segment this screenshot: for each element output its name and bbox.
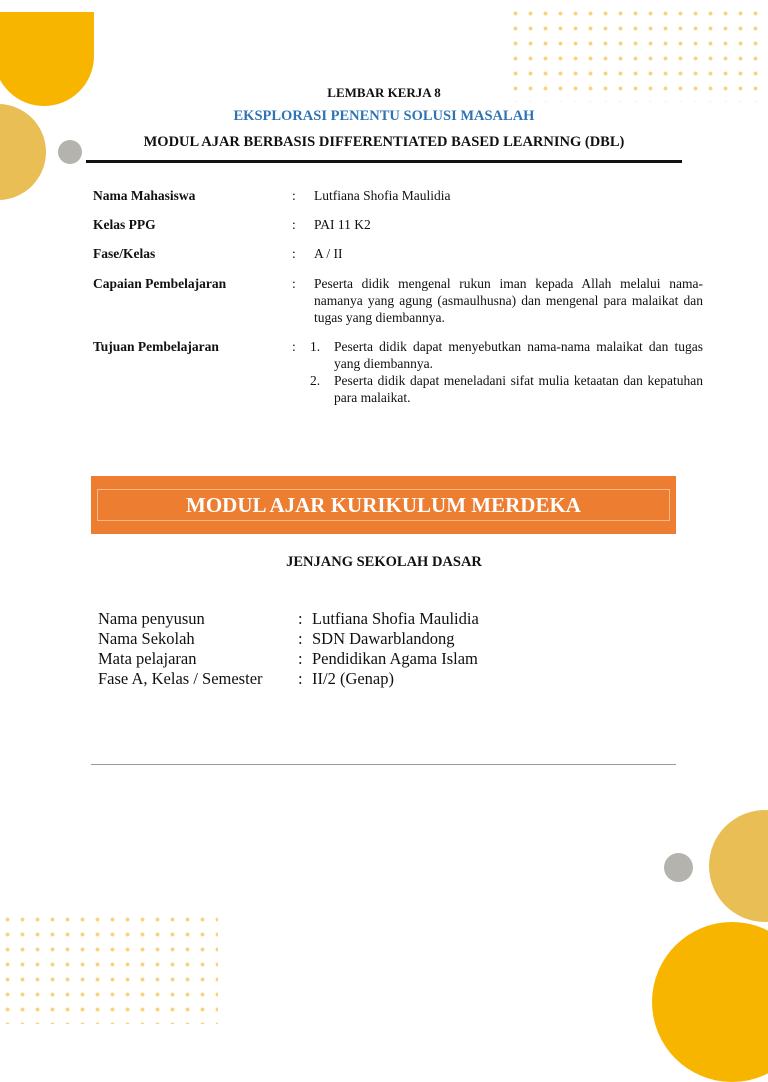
detail-value: SDN Dawarblandong	[312, 629, 455, 648]
deco-dot-pattern-bottom-left	[0, 912, 218, 1024]
colon: :	[292, 217, 296, 232]
nama-mahasiswa-label: Nama Mahasiswa	[93, 188, 196, 203]
footer-divider	[91, 764, 676, 765]
fase-kelas-label: Fase/Kelas	[93, 246, 156, 261]
detail-label: Nama Sekolah	[98, 629, 195, 648]
colon: :	[298, 609, 303, 628]
tujuan-item-text: Peserta didik dapat menyebutkan nama-nama malaikat dan tugas yang diembannya.	[334, 339, 703, 371]
tujuan-pembelajaran-label: Tujuan Pembelajaran	[93, 339, 219, 354]
worksheet-title: LEMBAR KERJA 8	[327, 85, 441, 100]
detail-label: Nama penyusun	[98, 609, 205, 628]
colon: :	[292, 339, 296, 354]
module-heading: MODUL AJAR BERBASIS DIFFERENTIATED BASED LEARNING (DBL)	[143, 134, 625, 150]
school-level-heading: JENJANG SEKOLAH DASAR	[286, 554, 482, 570]
module-banner	[91, 476, 676, 534]
tujuan-item-number: 2.	[310, 373, 321, 388]
kelas-ppg-value: PAI 11 K2	[314, 217, 371, 232]
deco-gold-circle-bottom-right	[709, 810, 768, 922]
nama-mahasiswa-value: Lutfiana Shofia Maulidia	[314, 188, 451, 203]
detail-value: II/2 (Genap)	[312, 669, 395, 688]
deco-yellow-blob-bottom-right	[652, 922, 768, 1082]
detail-value: Pendidikan Agama Islam	[312, 649, 478, 668]
colon: :	[298, 669, 303, 688]
detail-label: Fase A, Kelas / Semester	[98, 669, 263, 688]
header-divider	[86, 160, 682, 163]
colon: :	[292, 188, 296, 203]
worksheet-subtitle: EKSPLORASI PENENTU SOLUSI MASALAH	[233, 108, 535, 124]
fase-kelas-value: A / II	[314, 246, 343, 261]
deco-gray-dot-bottom-right	[664, 853, 693, 882]
colon: :	[298, 629, 303, 648]
detail-label: Mata pelajaran	[98, 649, 197, 668]
colon: :	[298, 649, 303, 668]
colon: :	[292, 276, 296, 291]
capaian-pembelajaran-label: Capaian Pembelajaran	[93, 276, 227, 291]
capaian-pembelajaran-value: Peserta didik mengenal rukun iman kepada Allah melalui nama-namanya yang agung (asmaulhusna) dan mengenal para malaikat dan tugas yang diembannya.	[314, 276, 703, 325]
colon: :	[292, 246, 296, 261]
tujuan-item-text: Peserta didik dapat meneladani sifat mulia ketaatan dan kepatuhan para malaikat.	[334, 373, 703, 405]
tujuan-item-number: 1.	[310, 339, 321, 354]
kelas-ppg-label: Kelas PPG	[93, 217, 156, 232]
detail-value: Lutfiana Shofia Maulidia	[312, 609, 479, 628]
module-banner-title: MODUL AJAR KURIKULUM MERDEKA	[97, 489, 670, 521]
